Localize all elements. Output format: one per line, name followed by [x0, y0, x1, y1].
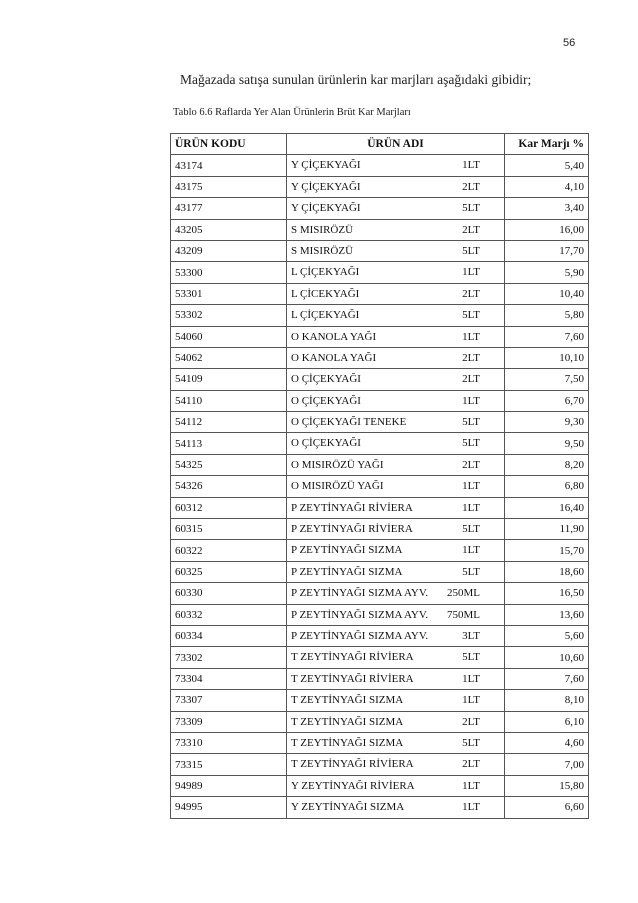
product-name-cell [287, 155, 505, 176]
product-size: 1LT [462, 672, 480, 685]
product-name-cell [287, 176, 505, 197]
table-row [171, 390, 589, 411]
product-size: 2LT [462, 373, 480, 386]
product-size: 2LT [462, 223, 480, 236]
product-name: O ÇİÇEKYAĞI [291, 373, 361, 386]
product-size: 5LT [462, 651, 480, 664]
product-name: S MISIRÖZÜ [291, 223, 354, 236]
product-code-cell: 43205 [171, 219, 287, 240]
profit-margin-cell: 3,40 [505, 198, 589, 219]
profit-margin-cell: 4,10 [505, 176, 589, 197]
product-size: 5LT [462, 244, 480, 257]
product-name-cell [287, 690, 505, 711]
table-row [171, 540, 589, 561]
table-row [171, 412, 589, 433]
profit-margin-cell: 7,00 [505, 754, 589, 775]
profit-margin-cell: 6,10 [505, 711, 589, 732]
product-code-cell: 43209 [171, 240, 287, 261]
profit-margin-cell: 7,60 [505, 326, 589, 347]
product-name: S MISIRÖZÜ [291, 244, 354, 257]
table-row [171, 283, 589, 304]
profit-margin-cell: 8,20 [505, 454, 589, 475]
table-row [171, 561, 589, 582]
profit-margin-cell: 10,60 [505, 647, 589, 668]
product-code-cell: 53300 [171, 262, 287, 283]
product-size: 5LT [462, 202, 480, 215]
product-name-cell [287, 540, 505, 561]
product-name: T ZEYTİNYAĞI RİVİERA [291, 758, 414, 771]
header-product-code: ÜRÜN KODU [171, 134, 287, 155]
page-number: 56 [563, 37, 576, 49]
profit-margin-table [170, 133, 589, 819]
product-name: P ZEYTİNYAĞI RİVİERA [291, 523, 413, 536]
product-name-cell [287, 625, 505, 646]
product-name-cell [287, 775, 505, 796]
profit-margin-cell: 13,60 [505, 604, 589, 625]
table-row [171, 668, 589, 689]
table-row [171, 198, 589, 219]
table-row [171, 797, 589, 818]
product-size: 5LT [462, 416, 480, 429]
product-name: P ZEYTİNYAĞI SIZMA AYV. [291, 587, 429, 600]
product-size: 1LT [462, 544, 480, 557]
profit-margin-cell: 9,50 [505, 433, 589, 454]
product-code-cell: 73307 [171, 690, 287, 711]
product-code-cell: 54110 [171, 390, 287, 411]
product-name: T ZEYTİNYAĞI SIZMA [291, 736, 404, 749]
table-row [171, 262, 589, 283]
product-name: O KANOLA YAĞI [291, 351, 377, 364]
product-code-cell: 60315 [171, 519, 287, 540]
profit-margin-cell: 9,30 [505, 412, 589, 433]
product-size: 1LT [462, 801, 480, 814]
table-row [171, 754, 589, 775]
product-name: L ÇİCEKYAĞI [291, 287, 360, 300]
product-name-cell [287, 198, 505, 219]
product-size: 2LT [462, 758, 480, 771]
table-row [171, 583, 589, 604]
product-code-cell: 54326 [171, 476, 287, 497]
product-size: 2LT [462, 715, 480, 728]
profit-margin-cell: 8,10 [505, 690, 589, 711]
table-row [171, 690, 589, 711]
table-row [171, 711, 589, 732]
table-row [171, 433, 589, 454]
table-row [171, 454, 589, 475]
profit-margin-cell: 18,60 [505, 561, 589, 582]
product-code-cell: 54112 [171, 412, 287, 433]
product-name: Y ZEYTİNYAĞI SIZMA [291, 801, 405, 814]
product-code-cell: 60334 [171, 625, 287, 646]
product-code-cell: 73309 [171, 711, 287, 732]
table-row [171, 240, 589, 261]
product-name: P ZEYTİNYAĞI SIZMA [291, 565, 403, 578]
profit-margin-cell: 16,00 [505, 219, 589, 240]
profit-margin-cell: 7,50 [505, 369, 589, 390]
header-product-name: ÜRÜN ADI [287, 134, 505, 155]
product-name-cell [287, 583, 505, 604]
product-name: P ZEYTİNYAĞI RİVİERA [291, 501, 413, 514]
product-name: Y ÇİÇEKYAĞI [291, 202, 361, 215]
profit-margin-cell: 15,80 [505, 775, 589, 796]
table-row [171, 775, 589, 796]
product-code-cell: 94989 [171, 775, 287, 796]
product-name-cell [287, 711, 505, 732]
product-code-cell: 73310 [171, 732, 287, 753]
product-size: 2LT [462, 351, 480, 364]
product-size: 1LT [462, 694, 480, 707]
profit-margin-cell: 17,70 [505, 240, 589, 261]
table-row [171, 604, 589, 625]
profit-margin-cell: 5,40 [505, 155, 589, 176]
product-size: 250ML [447, 587, 480, 600]
product-size: 750ML [447, 608, 480, 621]
product-name: Y ZEYTİNYAĞI RİVİERA [291, 779, 415, 792]
product-size: 2LT [462, 287, 480, 300]
profit-margin-cell: 6,60 [505, 797, 589, 818]
product-name-cell [287, 326, 505, 347]
table-row [171, 219, 589, 240]
product-size: 5LT [462, 437, 480, 450]
product-code-cell: 73315 [171, 754, 287, 775]
product-size: 1LT [462, 330, 480, 343]
product-name: T ZEYTİNYAĞI RİVİERA [291, 651, 414, 664]
product-size: 5LT [462, 309, 480, 322]
product-name: T ZEYTİNYAĞI SIZMA [291, 715, 404, 728]
profit-margin-cell: 5,60 [505, 625, 589, 646]
profit-margin-cell: 16,50 [505, 583, 589, 604]
profit-margin-cell: 5,80 [505, 305, 589, 326]
product-name-cell [287, 219, 505, 240]
product-code-cell: 60322 [171, 540, 287, 561]
product-name: O MISIRÖZÜ YAĞI [291, 480, 384, 493]
header-profit-margin: Kar Marjı % [505, 134, 589, 155]
product-code-cell: 54113 [171, 433, 287, 454]
product-code-cell: 43177 [171, 198, 287, 219]
product-name-cell [287, 412, 505, 433]
product-size: 1LT [462, 159, 480, 172]
product-size: 2LT [462, 180, 480, 193]
product-name: P ZEYTİNYAĞI SIZMA AYV. [291, 608, 429, 621]
profit-margin-cell: 7,60 [505, 668, 589, 689]
product-name: O ÇİÇEKYAĞI TENEKE [291, 416, 407, 429]
product-name-cell [287, 476, 505, 497]
product-size: 1LT [462, 501, 480, 514]
product-size: 5LT [462, 565, 480, 578]
table-row [171, 176, 589, 197]
product-code-cell: 53302 [171, 305, 287, 326]
table-row [171, 647, 589, 668]
product-name-cell [287, 433, 505, 454]
product-name-cell [287, 240, 505, 261]
table-body [171, 155, 589, 818]
product-name: T ZEYTİNYAĞI RİVİERA [291, 672, 414, 685]
product-code-cell: 60332 [171, 604, 287, 625]
product-name: O ÇİÇEKYAĞI [291, 437, 361, 450]
table-row [171, 155, 589, 176]
product-name-cell [287, 561, 505, 582]
product-size: 3LT [462, 629, 480, 642]
product-name-cell [287, 497, 505, 518]
product-code-cell: 94995 [171, 797, 287, 818]
table-row [171, 519, 589, 540]
product-name: L ÇİÇEKYAĞI [291, 309, 360, 322]
product-name-cell [287, 347, 505, 368]
profit-margin-cell: 15,70 [505, 540, 589, 561]
table-row [171, 732, 589, 753]
product-size: 1LT [462, 266, 480, 279]
table-row [171, 347, 589, 368]
product-size: 2LT [462, 458, 480, 471]
profit-margin-cell: 10,40 [505, 283, 589, 304]
table-row [171, 476, 589, 497]
product-name: P ZEYTİNYAĞI SIZMA [291, 544, 403, 557]
product-name: Y ÇİÇEKYAĞI [291, 159, 361, 172]
product-code-cell: 54060 [171, 326, 287, 347]
product-name-cell [287, 754, 505, 775]
product-code-cell: 43174 [171, 155, 287, 176]
product-name: Y ÇİÇEKYAĞI [291, 180, 361, 193]
product-name: L ÇİÇEKYAĞI [291, 266, 360, 279]
intro-paragraph: Mağazada satışa sunulan ürünlerin kar marjları aşağıdaki gibidir; [180, 72, 532, 87]
product-name: P ZEYTİNYAĞI SIZMA AYV. [291, 629, 429, 642]
profit-margin-cell: 6,80 [505, 476, 589, 497]
product-name-cell [287, 454, 505, 475]
product-name: T ZEYTİNYAĞI SIZMA [291, 694, 404, 707]
product-name-cell [287, 797, 505, 818]
table-row [171, 369, 589, 390]
product-size: 1LT [462, 779, 480, 792]
table-row [171, 625, 589, 646]
product-size: 1LT [462, 480, 480, 493]
product-code-cell: 43175 [171, 176, 287, 197]
product-code-cell: 60325 [171, 561, 287, 582]
table-header-row [171, 134, 589, 155]
table-row [171, 497, 589, 518]
product-name-cell [287, 369, 505, 390]
product-name-cell [287, 519, 505, 540]
profit-margin-cell: 11,90 [505, 519, 589, 540]
product-code-cell: 54325 [171, 454, 287, 475]
product-size: 5LT [462, 523, 480, 536]
product-name: O ÇİÇEKYAĞI [291, 394, 361, 407]
table-row [171, 305, 589, 326]
profit-margin-cell: 16,40 [505, 497, 589, 518]
profit-margin-cell: 10,10 [505, 347, 589, 368]
profit-margin-cell: 5,90 [505, 262, 589, 283]
product-name: O KANOLA YAĞI [291, 330, 377, 343]
product-name-cell [287, 262, 505, 283]
product-name-cell [287, 647, 505, 668]
product-name-cell [287, 604, 505, 625]
product-code-cell: 60312 [171, 497, 287, 518]
product-size: 5LT [462, 736, 480, 749]
product-size: 1LT [462, 394, 480, 407]
table-caption: Tablo 6.6 Raflarda Yer Alan Ürünlerin Brüt Kar Marjları [173, 107, 411, 118]
product-name-cell [287, 305, 505, 326]
product-code-cell: 73302 [171, 647, 287, 668]
product-name-cell [287, 390, 505, 411]
product-code-cell: 73304 [171, 668, 287, 689]
product-name: O MISIRÖZÜ YAĞI [291, 458, 384, 471]
product-code-cell: 54109 [171, 369, 287, 390]
product-code-cell: 60330 [171, 583, 287, 604]
product-code-cell: 54062 [171, 347, 287, 368]
product-name-cell [287, 668, 505, 689]
profit-margin-cell: 4,60 [505, 732, 589, 753]
table-row [171, 326, 589, 347]
profit-margin-cell: 6,70 [505, 390, 589, 411]
product-code-cell: 53301 [171, 283, 287, 304]
product-name-cell [287, 283, 505, 304]
product-name-cell [287, 732, 505, 753]
